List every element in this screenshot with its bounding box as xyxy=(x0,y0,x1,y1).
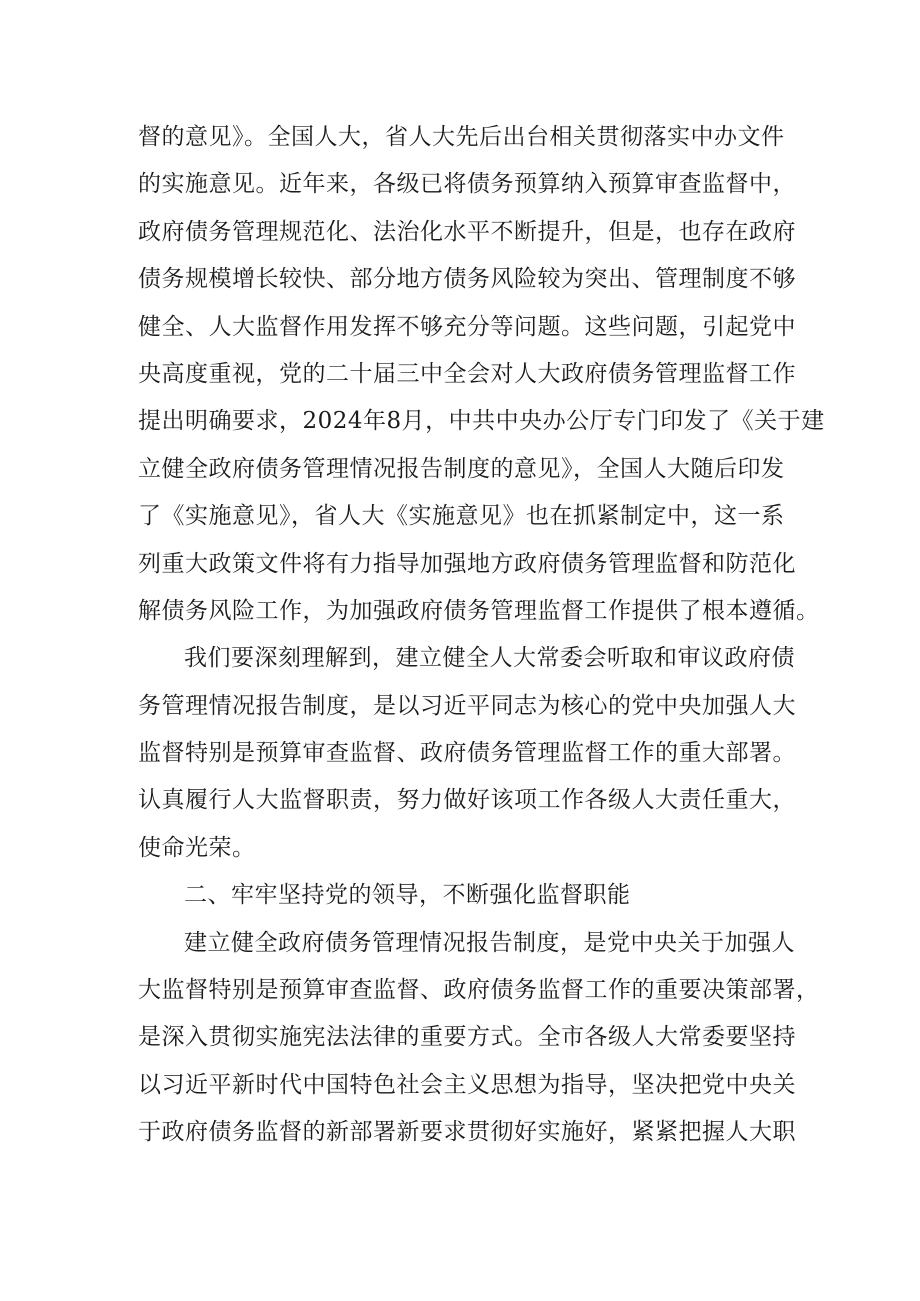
paragraph-line: 务管理情况报告制度，是以习近平同志为核心的党中央加强人大 xyxy=(138,692,796,719)
paragraph-line: 解债务风险工作，为加强政府债务管理监督工作提供了根本遵循。 xyxy=(138,597,820,624)
section-heading: 二、牢牢坚持党的领导，不断强化监督职能 xyxy=(184,882,631,909)
paragraph-line: 建立健全政府债务管理情况报告制度，是党中央关于加强人 xyxy=(184,929,795,956)
paragraph-line: 我们要深刻理解到，建立健全人大常委会听取和审议政府债 xyxy=(184,645,795,672)
paragraph-line: 认真履行人大监督职责，努力做好该项工作各级人大责任重大， xyxy=(138,787,796,814)
paragraph-line: 提出明确要求，2024年8月，中共中央办公厅专门印发了《关于建 xyxy=(138,408,825,435)
paragraph-line: 使命光荣。 xyxy=(138,834,256,861)
paragraph-line: 于政府债务监督的新部署新要求贯彻好实施好，紧紧把握人大职 xyxy=(138,1119,796,1146)
paragraph-line: 监督特别是预算审查监督、政府债务管理监督工作的重大部署。 xyxy=(138,740,796,767)
paragraph-line: 是深入贯彻实施宪法法律的重要方式。全市各级人大常委要坚持 xyxy=(138,1024,796,1051)
paragraph-line: 债务规模增长较快、部分地方债务风险较为突出、管理制度不够 xyxy=(138,266,796,293)
paragraph-line: 的实施意见。近年来，各级已将债务预算纳入预算审查监督中， xyxy=(138,171,796,198)
paragraph-line: 政府债务管理规范化、法治化水平不断提升，但是，也存在政府 xyxy=(138,218,796,245)
paragraph-line: 立健全政府债务管理情况报告制度的意见》，全国人大随后印发 xyxy=(138,455,785,482)
paragraph-line: 大监督特别是预算审查监督、政府债务监督工作的重要决策部署， xyxy=(138,977,820,1004)
paragraph-line: 督的意见》。全国人大，省人大先后出台相关贯彻落实中办文件 xyxy=(138,124,785,150)
paragraph-line: 了《实施意见》，省人大《实施意见》也在抓紧制定中，这一系 xyxy=(138,503,785,530)
paragraph-line: 以习近平新时代中国特色社会主义思想为指导，坚决把党中央关 xyxy=(138,1071,796,1098)
document-body xyxy=(138,114,825,1157)
paragraph-line: 央高度重视，党的二十届三中全会对人大政府债务管理监督工作 xyxy=(138,360,796,387)
paragraph-line: 健全、人大监督作用发挥不够充分等问题。这些问题，引起党中 xyxy=(138,313,796,340)
paragraph-line: 列重大政策文件将有力指导加强地方政府债务管理监督和防范化 xyxy=(138,550,796,577)
